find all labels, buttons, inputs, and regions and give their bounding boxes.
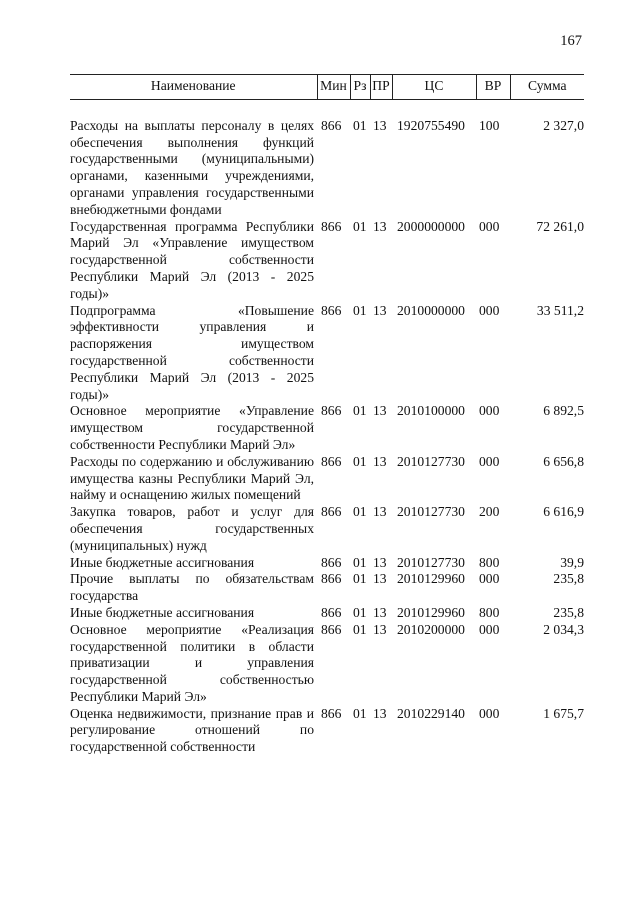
cell-pr: 13 — [373, 604, 387, 620]
cell-vr: 800 — [479, 554, 500, 570]
cell-cs: 2010100000 — [397, 403, 465, 419]
header-sum: Сумма — [510, 75, 584, 100]
cell-min: 866 — [321, 554, 342, 570]
cell-sum: 235,8 — [553, 604, 584, 620]
page-number: 167 — [560, 33, 582, 49]
cell-rz: 01 — [353, 453, 367, 469]
table-row — [70, 622, 584, 706]
cell-vr: 000 — [479, 705, 500, 721]
table-row — [70, 403, 584, 453]
cell-min: 866 — [321, 604, 342, 620]
cell-name: Государственная программа Республики Марий Эл «Управление имуществом государственной собственности Республики Марий Эл (2013 - 2025 годы)» — [70, 218, 314, 301]
table-row — [70, 303, 584, 404]
cell-sum: 6 892,5 — [543, 403, 584, 419]
cell-pr: 13 — [373, 302, 387, 318]
cell-rz: 01 — [353, 604, 367, 620]
header-vr: ВР — [476, 75, 510, 100]
cell-name: Подпрограмма «Повышение эффективности управления и распоряжения имуществом государственной собственности Республики Марий Эл (2013 - 2025 годы)» — [70, 302, 314, 402]
cell-vr: 000 — [479, 621, 500, 637]
cell-pr: 13 — [373, 218, 387, 234]
cell-pr: 13 — [373, 621, 387, 637]
cell-sum: 2 034,3 — [543, 621, 584, 637]
cell-cs: 2010200000 — [397, 621, 465, 637]
cell-vr: 000 — [479, 302, 500, 318]
header-cs: ЦС — [392, 75, 476, 100]
cell-min: 866 — [321, 302, 342, 318]
cell-name: Иные бюджетные ассигнования — [70, 554, 255, 570]
cell-name: Иные бюджетные ассигнования — [70, 604, 255, 620]
cell-vr: 000 — [479, 218, 500, 234]
header-name: Наименование — [70, 75, 317, 100]
cell-rz: 01 — [353, 705, 367, 721]
cell-cs: 2010127730 — [397, 453, 465, 469]
table-row — [70, 706, 584, 756]
budget-table-container — [70, 74, 584, 756]
cell-rz: 01 — [353, 504, 367, 520]
cell-vr: 000 — [479, 403, 500, 419]
cell-name: Закупка товаров, работ и услуг для обеспечения государственных (муниципальных) нужд — [70, 504, 314, 553]
cell-cs: 2010127730 — [397, 554, 465, 570]
cell-pr: 13 — [373, 117, 387, 133]
cell-name: Расходы по содержанию и обслуживанию имущества казны Республики Марий Эл, найму и оснащению жилых помещений — [70, 453, 314, 503]
cell-cs: 2010000000 — [397, 302, 465, 318]
cell-sum: 6 656,8 — [543, 453, 584, 469]
cell-sum: 1 675,7 — [543, 705, 584, 721]
cell-rz: 01 — [353, 571, 367, 587]
cell-min: 866 — [321, 705, 342, 721]
cell-min: 866 — [321, 403, 342, 419]
table-row — [70, 454, 584, 504]
cell-cs: 2000000000 — [397, 218, 465, 234]
table-header — [70, 75, 584, 100]
header-rz: Рз — [350, 75, 370, 100]
table-row — [70, 99, 584, 218]
cell-rz: 01 — [353, 302, 367, 318]
table-row — [70, 504, 584, 554]
cell-name: Оценка недвижимости, признание прав и регулирование отношений по государственной собственности — [70, 705, 314, 755]
cell-sum: 39,9 — [560, 554, 584, 570]
cell-sum: 2 327,0 — [543, 117, 584, 133]
cell-min: 866 — [321, 453, 342, 469]
cell-vr: 000 — [479, 453, 500, 469]
cell-min: 866 — [321, 218, 342, 234]
cell-min: 866 — [321, 117, 342, 133]
cell-name: Прочие выплаты по обязательствам государства — [70, 571, 314, 604]
table-row — [70, 571, 584, 605]
cell-name: Основное мероприятие «Управление имуществом государственной собственности Республики Марий Эл» — [70, 403, 314, 452]
budget-table — [70, 74, 584, 756]
cell-min: 866 — [321, 504, 342, 520]
cell-cs: 2010127730 — [397, 504, 465, 520]
cell-sum: 72 261,0 — [536, 218, 584, 234]
cell-vr: 200 — [479, 504, 500, 520]
cell-rz: 01 — [353, 117, 367, 133]
cell-name: Расходы на выплаты персоналу в целях обеспечения выполнения функций государственными (муниципальными) органами, казенными учреждениями, органами управления государственными внебюджетными фондами — [70, 117, 314, 217]
cell-vr: 800 — [479, 604, 500, 620]
cell-min: 866 — [321, 571, 342, 587]
cell-rz: 01 — [353, 218, 367, 234]
cell-pr: 13 — [373, 571, 387, 587]
cell-cs: 1920755490 — [397, 117, 465, 133]
cell-min: 866 — [321, 621, 342, 637]
cell-cs: 2010129960 — [397, 571, 465, 587]
cell-name: Основное мероприятие «Реализация государственной политики в области приватизации и управления государственной собственностью Республики Марий Эл» — [70, 621, 314, 704]
cell-rz: 01 — [353, 554, 367, 570]
cell-cs: 2010129960 — [397, 604, 465, 620]
cell-pr: 13 — [373, 705, 387, 721]
cell-pr: 13 — [373, 504, 387, 520]
table-body — [70, 99, 584, 756]
cell-sum: 33 511,2 — [536, 302, 584, 318]
table-row — [70, 555, 584, 572]
cell-cs: 2010229140 — [397, 705, 465, 721]
cell-pr: 13 — [373, 403, 387, 419]
cell-vr: 000 — [479, 571, 500, 587]
header-min: Мин — [317, 75, 350, 100]
cell-sum: 6 616,9 — [543, 504, 584, 520]
cell-vr: 100 — [479, 117, 500, 133]
cell-pr: 13 — [373, 453, 387, 469]
table-row — [70, 219, 584, 303]
cell-rz: 01 — [353, 621, 367, 637]
cell-rz: 01 — [353, 403, 367, 419]
cell-pr: 13 — [373, 554, 387, 570]
header-pr: ПР — [370, 75, 392, 100]
table-row — [70, 605, 584, 622]
cell-sum: 235,8 — [553, 571, 584, 587]
